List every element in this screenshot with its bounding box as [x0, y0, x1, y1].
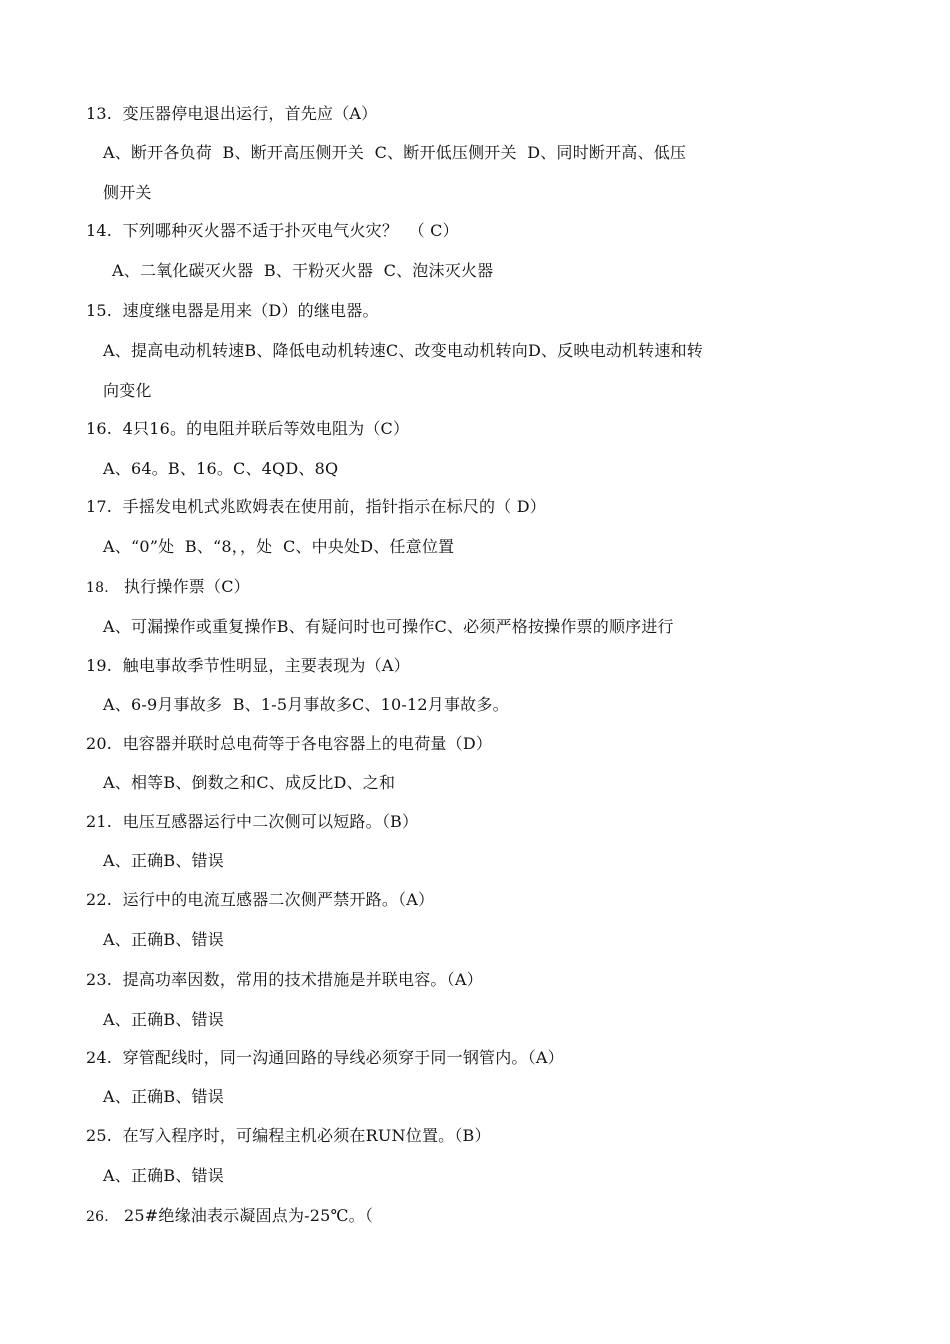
question-18-stem: 执行操作票（C）: [124, 577, 250, 596]
question-16-stem: 16. 4只16。的电阻并联后等效电阻为（C）: [86, 419, 410, 438]
question-24-stem: 24. 穿管配线时，同一沟通回路的导线必须穿于同一钢管内。（A）: [86, 1048, 564, 1067]
question-14-stem: 14. 下列哪种灭火器不适于扑灭电气火灾？ （ C）: [86, 221, 459, 240]
question-17-stem: 17. 手摇发电机式兆欧姆表在使用前，指针指示在标尺的（ D）: [86, 497, 546, 516]
question-14-options: A、二氧化碳灭火器 B、干粉灭火器 C、泡沫灭火器: [112, 261, 494, 280]
question-21-stem: 21. 电压互感器运行中二次侧可以短路。（B）: [86, 812, 419, 831]
question-26-number: 26.: [86, 1209, 109, 1225]
question-15-options-cont: 向变化: [103, 381, 152, 400]
question-20-options: A、相等B、倒数之和C、成反比D、之和: [103, 773, 396, 792]
question-25-stem: 25. 在写入程序时，可编程主机必须在RUN位置。（B）: [86, 1126, 491, 1145]
question-13-options: A、断开各负荷 B、断开高压侧开关 C、断开低压侧开关 D、同时断开高、低压: [103, 143, 687, 162]
question-22-options: A、正确B、错误: [103, 930, 224, 949]
question-23-options: A、正确B、错误: [103, 1010, 224, 1029]
question-13-stem: 13. 变压器停电退出运行，首先应（A）: [86, 104, 378, 123]
question-18-options: A、可漏操作或重复操作B、有疑问时也可操作C、必须严格按操作票的顺序进行: [103, 617, 674, 636]
question-20-stem: 20. 电容器并联时总电荷等于各电容器上的电荷量（D）: [86, 734, 493, 753]
question-21-options: A、正确B、错误: [103, 851, 224, 870]
question-15-options: A、提高电动机转速B、降低电动机转速C、改变电动机转向D、反映电动机转速和转: [103, 341, 703, 360]
question-19-stem: 19. 触电事故季节性明显，主要表现为（A）: [86, 656, 410, 675]
question-17-options: A、“0”处 B、“8，，处 C、中央处D、任意位置: [103, 537, 455, 556]
question-25-options: A、正确B、错误: [103, 1166, 224, 1185]
question-19-options: A、6-9月事故多 B、1-5月事故多C、10-12月事故多。: [103, 695, 509, 714]
question-24-options: A、正确B、错误: [103, 1087, 224, 1106]
question-23-stem: 23. 提高功率因数，常用的技术措施是并联电容。（A）: [86, 970, 483, 989]
question-15-stem: 15. 速度继电器是用来（D）的继电器。: [86, 301, 379, 320]
question-18-number: 18.: [86, 580, 109, 596]
question-13-options-cont: 侧开关: [103, 183, 152, 202]
question-26-stem: 25#绝缘油表示凝固点为-25℃。（: [124, 1206, 374, 1225]
question-22-stem: 22. 运行中的电流互感器二次侧严禁开路。（A）: [86, 890, 435, 909]
question-16-options: A、64。B、16。C、4QD、8Q: [103, 459, 339, 478]
